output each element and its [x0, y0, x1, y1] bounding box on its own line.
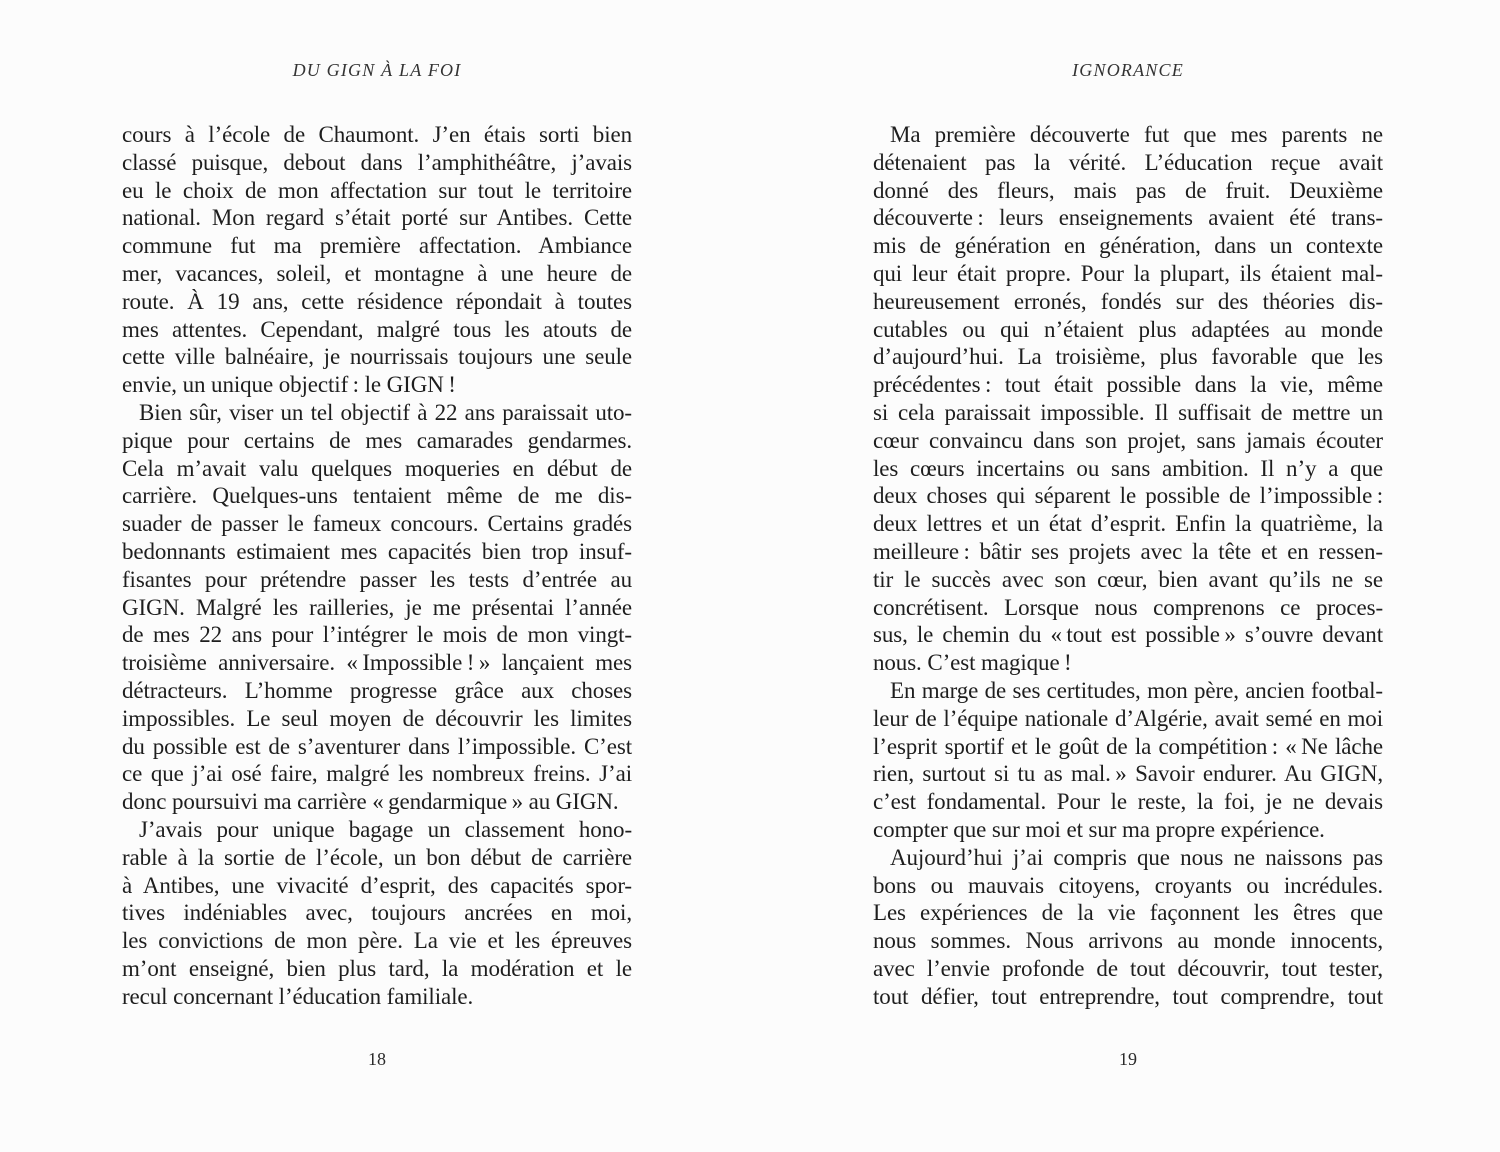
text-line: les cœurs incertains ou sans ambition. Il n’y a que: [873, 455, 1383, 481]
text-line: carrière. Quelques-uns tentaient même de me dis-: [122, 483, 632, 509]
text-line: donc poursuivi ma carrière « gendarmique » au GIGN.: [122, 789, 619, 815]
text-line: rable à la sortie de l’école, un bon début de carrière: [122, 844, 632, 870]
text-line: fisantes pour prétendre passer les tests d’entrée au: [122, 566, 632, 592]
text-line: route. À 19 ans, cette résidence répondait à toutes: [122, 288, 632, 314]
text-line: national. Mon regard s’était porté sur Antibes. Cette: [122, 205, 632, 231]
text-line: mer, vacances, soleil, et montagne à une heure de: [122, 260, 632, 286]
paragraph: [122, 816, 632, 1011]
running-header-left: DU GIGN À LA FOI: [292, 60, 462, 80]
text-line: deux choses qui séparent le possible de l’impossible :: [873, 483, 1383, 509]
page-body-left: [122, 121, 632, 1011]
text-line: précédentes : tout était possible dans la vie, même: [873, 372, 1383, 398]
text-line: sus, le chemin du « tout est possible » s’ouvre devant: [873, 622, 1383, 648]
page-number-left: 18: [368, 1049, 386, 1069]
text-line: J’avais pour unique bagage un classement hono-: [139, 816, 632, 842]
text-line: Aujourd’hui j’ai compris que nous ne naissons pas: [890, 844, 1383, 870]
text-line: tout défier, tout entreprendre, tout comprendre, tout: [873, 983, 1383, 1009]
text-line: cette ville balnéaire, je nourrissais toujours une seule: [122, 344, 632, 370]
text-line: En marge de ses certitudes, mon père, ancien footbal-: [890, 677, 1383, 703]
running-header-right: IGNORANCE: [1072, 60, 1184, 80]
text-line: mis de génération en génération, dans un contexte: [873, 233, 1383, 259]
text-line: si cela paraissait impossible. Il suffisait de mettre un: [873, 399, 1383, 425]
text-line: donné des fleurs, mais pas de fruit. Deuxième: [873, 177, 1383, 203]
text-line: heureusement erronés, fondés sur des théories dis-: [873, 288, 1383, 314]
text-line: tir le succès avec son cœur, bien avant qu’ils ne se: [873, 566, 1383, 592]
text-line: eu le choix de mon affectation sur tout le territoire: [122, 177, 632, 203]
text-line: m’ont enseigné, bien plus tard, la modération et le: [122, 955, 632, 981]
text-line: du possible est de s’aventurer dans l’impossible. C’est: [122, 733, 632, 759]
text-line: pique pour certains de mes camarades gendarmes.: [122, 427, 632, 453]
text-line: cutables ou qui n’étaient plus adaptées au monde: [873, 316, 1383, 342]
text-line: deux lettres et un état d’esprit. Enfin la quatrième, la: [873, 511, 1383, 537]
text-line: classé puisque, debout dans l’amphithéâtre, j’avais: [122, 149, 632, 175]
text-line: envie, un unique objectif : le GIGN !: [122, 372, 456, 398]
text-line: détenaient pas la vérité. L’éducation reçue avait: [873, 149, 1383, 175]
text-line: mes attentes. Cependant, malgré tous les atouts de: [122, 316, 632, 342]
page-number-right: 19: [1119, 1049, 1137, 1069]
paragraph: [873, 121, 1383, 677]
paragraph: [122, 121, 632, 399]
text-line: tives indéniables avec, toujours ancrées en moi,: [122, 900, 632, 926]
page-right: [750, 0, 1500, 1152]
page-body-right: [873, 121, 1383, 1011]
text-line: c’est fondamental. Pour le reste, la foi, je ne devais: [873, 789, 1383, 815]
text-line: Cela m’avait valu quelques moqueries en début de: [122, 455, 632, 481]
text-line: meilleure : bâtir ses projets avec la tête et en ressen-: [873, 538, 1383, 564]
text-line: cœur convaincu dans son projet, sans jamais écouter: [873, 427, 1383, 453]
text-line: rien, surtout si tu as mal. » Savoir endurer. Au GIGN,: [873, 761, 1383, 787]
text-line: troisième anniversaire. « Impossible ! » lançaient mes: [122, 650, 632, 676]
text-line: leur de l’équipe nationale d’Algérie, avait semé en moi: [873, 705, 1383, 731]
text-line: nous sommes. Nous arrivons au monde innocents,: [873, 928, 1383, 954]
text-line: à Antibes, une vivacité d’esprit, des capacités spor-: [122, 872, 632, 898]
text-line: nous. C’est magique !: [873, 650, 1072, 676]
text-line: Les expériences de la vie façonnent les êtres que: [873, 900, 1383, 926]
text-line: de mes 22 ans pour l’intégrer le mois de mon vingt-: [122, 622, 632, 648]
paragraph: [873, 677, 1383, 844]
text-line: découverte : leurs enseignements avaient été trans-: [873, 205, 1383, 231]
text-line: d’aujourd’hui. La troisième, plus favorable que les: [873, 344, 1383, 370]
paragraph: [122, 399, 632, 816]
text-line: les convictions de mon père. La vie et les épreuves: [122, 928, 632, 954]
text-line: Bien sûr, viser un tel objectif à 22 ans paraissait uto-: [139, 399, 632, 425]
text-line: compter que sur moi et sur ma propre expérience.: [873, 816, 1325, 842]
text-line: l’esprit sportif et le goût de la compétition : « Ne lâche: [873, 733, 1383, 759]
text-line: suader de passer le fameux concours. Certains gradés: [122, 511, 632, 537]
text-line: concrétisent. Lorsque nous comprenons ce proces-: [873, 594, 1383, 620]
text-line: impossibles. Le seul moyen de découvrir les limites: [122, 705, 632, 731]
text-line: ce que j’ai osé faire, malgré les nombreux freins. J’ai: [122, 761, 632, 787]
text-line: avec l’envie profonde de tout découvrir, tout tester,: [873, 955, 1383, 981]
text-line: qui leur était propre. Pour la plupart, ils étaient mal-: [873, 260, 1383, 286]
text-line: commune fut ma première affectation. Ambiance: [122, 233, 632, 259]
text-line: détracteurs. L’homme progresse grâce aux choses: [122, 677, 632, 703]
paragraph: [873, 844, 1383, 1011]
text-line: bedonnants estimaient mes capacités bien trop insuf-: [122, 538, 632, 564]
text-line: cours à l’école de Chaumont. J’en étais sorti bien: [122, 122, 632, 147]
text-line: recul concernant l’éducation familiale.: [122, 983, 474, 1009]
text-line: Ma première découverte fut que mes parents ne: [890, 122, 1383, 147]
text-line: bons ou mauvais citoyens, croyants ou incrédules.: [873, 872, 1383, 898]
text-line: GIGN. Malgré les railleries, je me présentai l’année: [122, 594, 632, 620]
